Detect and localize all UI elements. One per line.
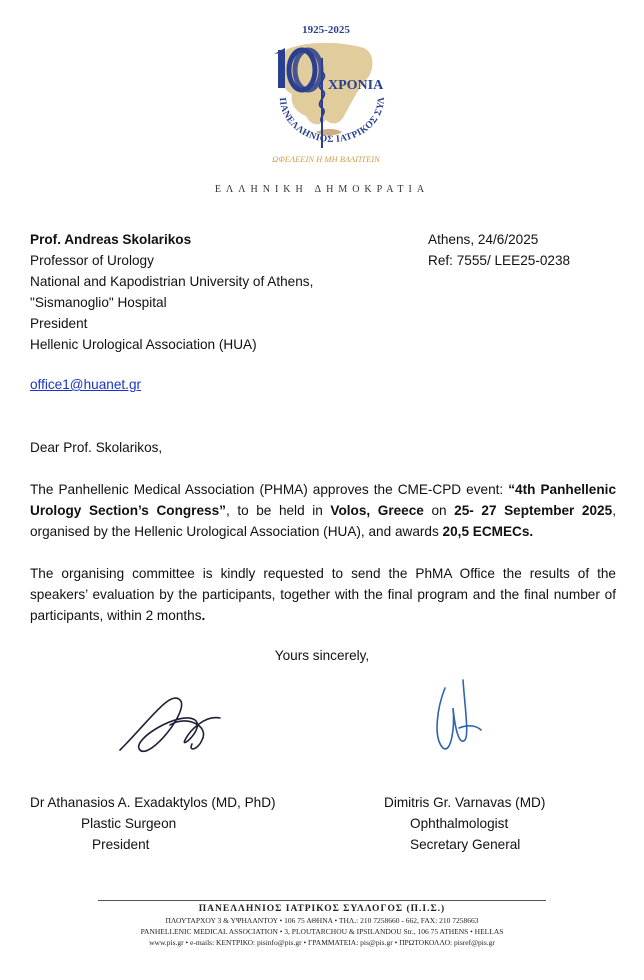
recipient-line: National and Kapodistrian University of Athens, bbox=[30, 274, 314, 289]
signatory-name: Dimitris Gr. Varnavas (MD) bbox=[384, 795, 546, 810]
salutation: Dear Prof. Skolarikos, bbox=[30, 440, 163, 455]
p1-text: The Panhellenic Medical Association (PHMA) approves the CME-CPD event: bbox=[30, 482, 509, 497]
logo-word: ΧΡΟΝΙΑ bbox=[328, 78, 384, 93]
recipient-email-link[interactable]: office1@huanet.gr bbox=[30, 377, 142, 392]
event-location: Volos, Greece bbox=[330, 503, 424, 518]
recipient-line: "Sismanoglio" Hospital bbox=[30, 295, 167, 310]
footer-address-english: PANHELLENIC MEDICAL ASSOCIATION • 3, PLOUTARCHOU & IPSILANDOU Str., 106 75 ATHENS • HELLAS bbox=[140, 927, 504, 936]
event-dates: 25- 27 September 2025 bbox=[454, 503, 613, 518]
footer-divider bbox=[98, 900, 546, 901]
p2-period: . bbox=[201, 608, 206, 623]
event-title: “4th Panhellenic Urology Section’s Congress” bbox=[30, 482, 617, 518]
centenary-logo bbox=[256, 20, 396, 170]
p1-text: , to be held in bbox=[225, 503, 331, 518]
signatory-role: Ophthalmologist bbox=[410, 816, 509, 831]
footer bbox=[0, 904, 644, 948]
signatory-secretary bbox=[372, 792, 562, 855]
recipient-name: Prof. Andreas Skolarikos bbox=[30, 232, 192, 247]
recipient-line: Hellenic Urological Association (HUA) bbox=[30, 337, 257, 352]
p1-text: on bbox=[423, 503, 455, 518]
president-signature-icon bbox=[110, 680, 240, 770]
letter-date: Athens, 24/6/2025 bbox=[428, 232, 539, 247]
secretary-signature-icon bbox=[425, 668, 495, 758]
recipient-line: President bbox=[30, 316, 88, 331]
logo-motto: ΩΦΕΛΕΕΙΝ Η ΜΗ ΒΛΑΠΤΕΙΝ bbox=[272, 154, 380, 164]
recipient-block bbox=[30, 229, 313, 355]
signatory-role: Plastic Surgeon bbox=[81, 816, 177, 831]
paragraph-approval bbox=[30, 479, 616, 542]
republic-heading: ΕΛΛΗΝΙΚΗ ΔΗΜΟΚΡΑΤΙΑ bbox=[214, 184, 430, 195]
footer-contacts: www.pis.gr • e-mails: ΚΕΝΤΡΙΚΟ: pisinfo@pis.gr • ΓΡΑΜΜΑΤΕΙΑ: pis@pis.gr • ΠΡΩΤΟΚΟΛΛΟ: pisref@pis.gr bbox=[149, 938, 495, 947]
signatory-title: President bbox=[92, 837, 150, 852]
letter-ref: Ref: 7555/ LEE25-0238 bbox=[428, 253, 571, 268]
recipient-line: Professor of Urology bbox=[30, 253, 154, 268]
p2-text: The organising committee is kindly requested to send the PhMA Office the results of the speakers’ evaluation by the participants, together with the final program and the final number of participants, within 2 months bbox=[30, 566, 616, 623]
signatory-president bbox=[30, 792, 300, 855]
event-credits: 20,5 ECMECs. bbox=[442, 524, 534, 539]
closing: Yours sincerely, bbox=[274, 648, 370, 663]
logo-years: 1925-2025 bbox=[302, 24, 350, 36]
signatory-name: Dr Athanasios A. Exadaktylos (MD, PhD) bbox=[30, 795, 276, 810]
date-ref-block bbox=[428, 229, 570, 271]
logo-arc-text: ΠΑΝΕΛΛΗΝΙΟΣ ΙΑΤΡΙΚΟΣ ΣΥΛ bbox=[276, 96, 388, 146]
footer-title: ΠΑΝΕΛΛΗΝΙΟΣ ΙΑΤΡΙΚΟΣ ΣΥΛΛΟΓΟΣ (Π.Ι.Σ.) bbox=[198, 904, 446, 914]
paragraph-request bbox=[30, 563, 616, 626]
p1-text: , organised by the Hellenic Urological Association (HUA), and awards bbox=[30, 503, 616, 539]
footer-address-greek: ΠΛΟΥΤΑΡΧΟΥ 3 & ΥΨΗΛΑΝΤΟΥ • 106 75 ΑΘΗΝΑ • ΤΗΛ.: 210 7258660 - 662, FAX: 210 7258663 bbox=[165, 916, 479, 925]
logo-emblem-icon bbox=[256, 20, 396, 170]
signatory-title: Secretary General bbox=[410, 837, 521, 852]
